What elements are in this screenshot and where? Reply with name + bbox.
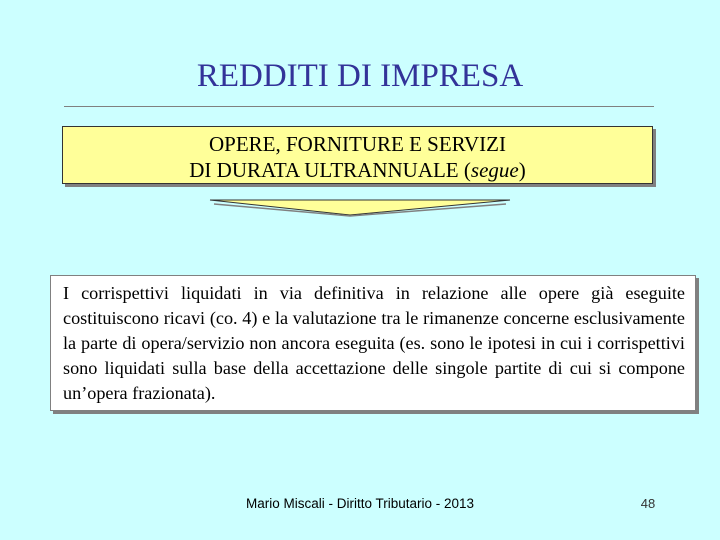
subtitle-line-1: OPERE, FORNITURE E SERVIZI (209, 132, 506, 156)
title-divider (64, 106, 654, 107)
body-paragraph: I corrispettivi liquidati in via definitiva in relazione alle opere già eseguite costituiscono ricavi (co. 4) e la valutazione tra le rimanenze concerne esclusivamente la parte di opera/servizio non ancora eseguita (es. sono le ipotesi in cui i corrispettivi sono liquidati sulla base della accettazione delle singole partite di cui si compone un’opera frazionata). (63, 283, 685, 403)
slide-title: REDDITI DI IMPRESA (196, 58, 524, 94)
page-number: 48 (640, 496, 656, 511)
down-arrow-icon (200, 196, 520, 220)
subtitle-box (62, 126, 653, 184)
subtitle-line-2-italic: segue (470, 158, 519, 182)
body-text-box (50, 275, 696, 411)
footer-text: Mario Miscali - Diritto Tributario - 2013 (245, 496, 475, 511)
subtitle-line-2 (63, 157, 652, 183)
subtitle-line-2-prefix: DI DURATA ULTRANNUALE ( (189, 158, 471, 182)
subtitle-line-2-suffix: ) (518, 158, 526, 182)
